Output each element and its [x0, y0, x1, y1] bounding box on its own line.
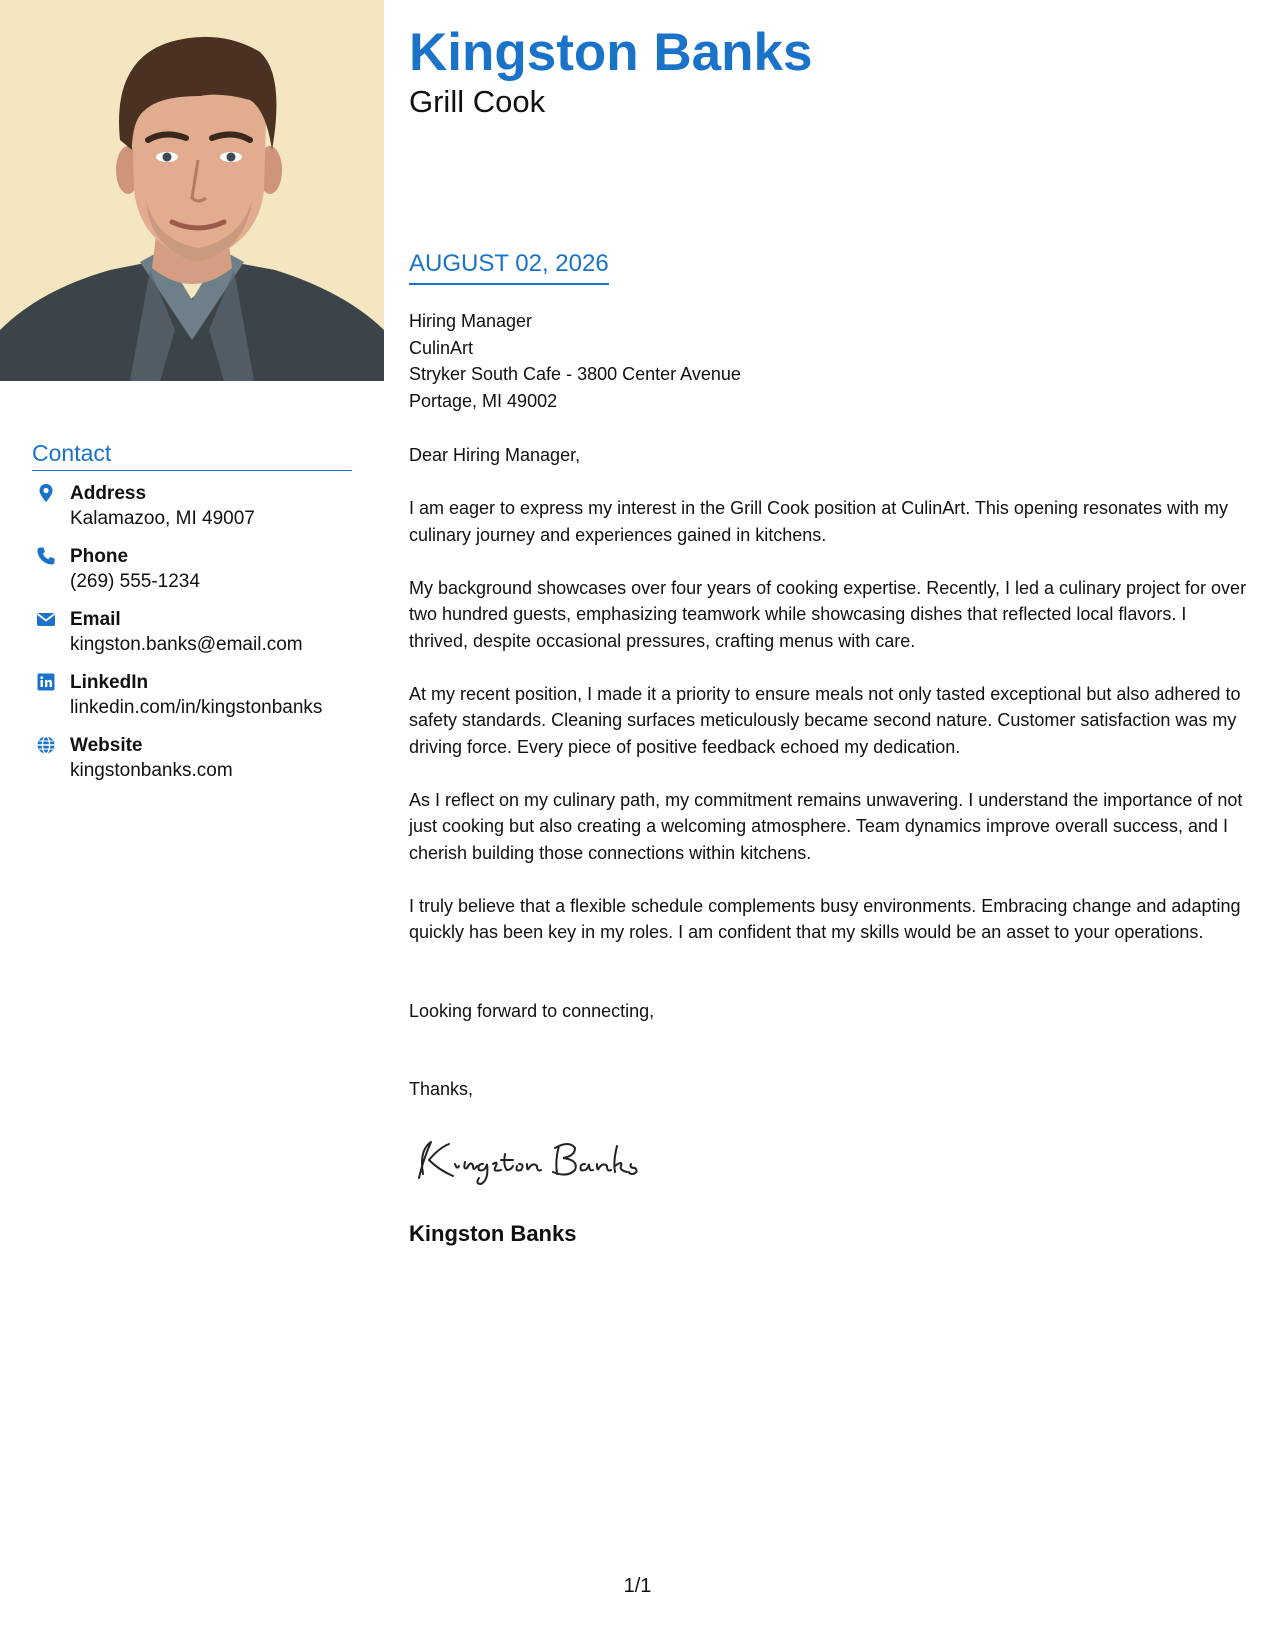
contact-linkedin	[32, 670, 352, 733]
contact-label: Phone	[70, 546, 129, 567]
location-pin-icon	[36, 483, 56, 503]
contact-phone	[32, 544, 352, 607]
contact-value: Kalamazoo, MI 49007	[70, 508, 255, 529]
letter-date: AUGUST 02, 2026	[409, 248, 609, 285]
applicant-role: Grill Cook	[409, 84, 546, 119]
linkedin-icon	[36, 672, 56, 692]
contact-value: kingstonbanks.com	[70, 760, 233, 781]
contact-label: Email	[70, 609, 121, 630]
contact-label: Address	[70, 483, 147, 504]
contact-website	[32, 733, 352, 796]
contact-sidebar	[32, 438, 352, 796]
contact-heading: Contact	[32, 438, 352, 471]
body-paragraph: I am eager to express my interest in the Grill Cook position at CulinArt. This opening resonates with my culinary journey and experiences gained in kitchens.	[409, 498, 1229, 545]
body-paragraph: As I reflect on my culinary path, my commitment remains unwavering. I understand the importance of not just cooking but also creating a welcoming atmosphere. Team dynamics improve overall success, and I cherish building those connections within kitchens.	[409, 789, 1243, 863]
contact-address	[32, 481, 352, 544]
contact-value: (269) 555-1234	[70, 571, 200, 592]
phone-icon	[36, 546, 56, 566]
letter-body	[409, 495, 1249, 972]
applicant-name: Kingston Banks	[409, 23, 813, 82]
closing-line: Looking forward to connecting,	[409, 1001, 655, 1021]
body-paragraph: My background showcases over four years of cooking expertise. Recently, I led a culinary project for over two hundred guests, emphasizing teamwork while showcasing dishes that reflected local flavors. I thrived, despite occasional pressures, crafting menus with care.	[409, 577, 1247, 651]
contact-value: kingston.banks@email.com	[70, 634, 303, 655]
salutation: Dear Hiring Manager,	[409, 445, 581, 465]
recipient-line: CulinArt	[409, 337, 474, 358]
contact-email	[32, 607, 352, 670]
profile-photo	[0, 0, 384, 381]
contact-label: Website	[70, 735, 143, 756]
body-paragraph: I truly believe that a flexible schedule complements busy environments. Embracing change and adapting quickly has been key in my roles. I am confident that my skills would be an asset to your operations.	[409, 895, 1241, 942]
recipient-line: Portage, MI 49002	[409, 390, 558, 411]
email-icon	[36, 609, 56, 629]
recipient-line: Hiring Manager	[409, 311, 533, 331]
contact-label: LinkedIn	[70, 672, 149, 693]
sign-off: Thanks,	[409, 1079, 474, 1099]
recipient-line: Stryker South Cafe - 3800 Center Avenue	[409, 364, 741, 384]
page-number: 1/1	[623, 1575, 652, 1597]
recipient-block	[409, 308, 741, 414]
body-paragraph: At my recent position, I made it a priority to ensure meals not only tasted exceptional but also adhered to safety standards. Cleaning surfaces meticulously became second nature. Customer satisfaction was my driving force. Every piece of positive feedback echoed my dedication.	[409, 683, 1241, 757]
signer-name: Kingston Banks	[409, 1221, 577, 1246]
globe-icon	[36, 735, 56, 755]
contact-value: linkedin.com/in/kingstonbanks	[70, 697, 323, 718]
handwritten-signature	[409, 1130, 669, 1190]
